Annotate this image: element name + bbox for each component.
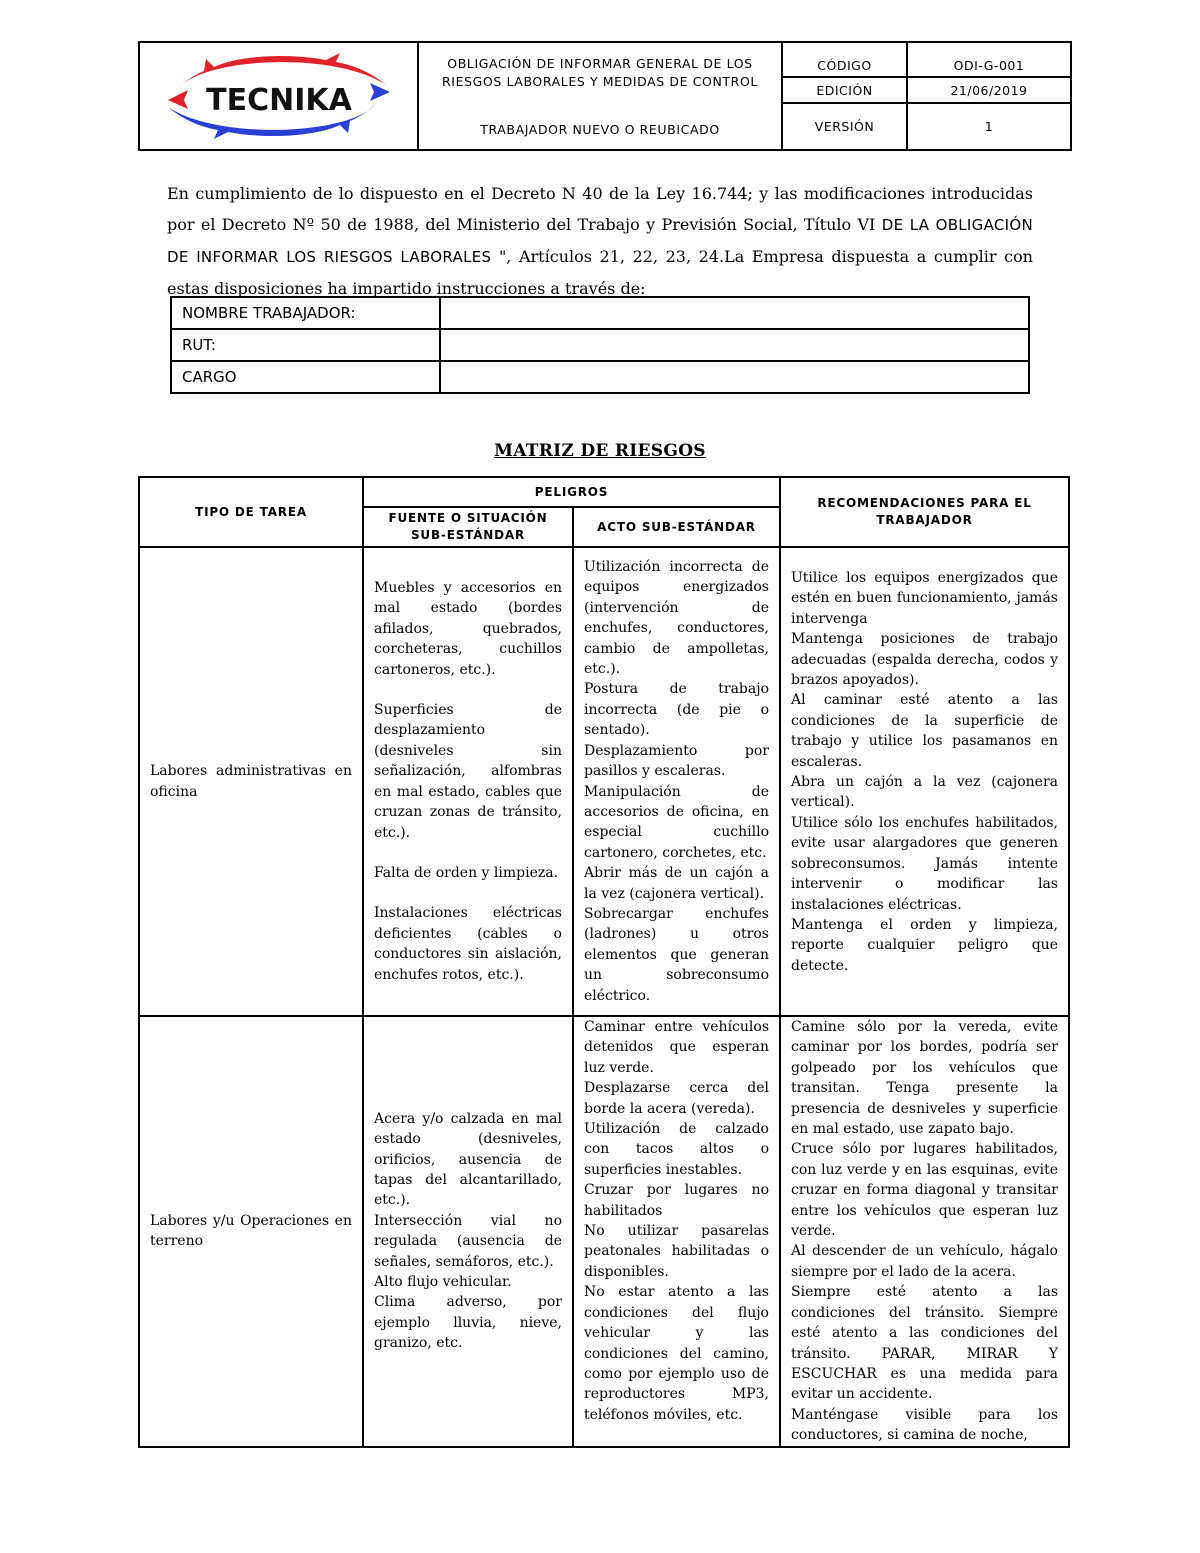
list-item: Sobrecargar enchufes (ladrones) u otros elementos que generan un sobreconsumo eléctrico. (584, 905, 769, 1004)
worker-name-row (171, 297, 1029, 329)
worker-rut-field[interactable] (440, 329, 1029, 361)
list-item: Instalaciones eléctricas deficientes (cables o conductores sin aislación, enchufes rotos, etc.). (374, 905, 562, 983)
table-row (139, 547, 1069, 1016)
risk-matrix-table (138, 476, 1070, 1448)
intro-part-1: En cumplimiento de lo dispuesto en el Decreto N 40 de la Ley 16.744; y las modificaciones introducidas por el Decreto Nº 50 de 1988, del Ministerio del Trabajo y Previsión Social, Título VI (167, 184, 1033, 234)
header-task-type: TIPO DE TAREA (139, 477, 363, 547)
document-meta (783, 43, 1070, 149)
document-title: OBLIGACIÓN DE INFORMAR GENERAL DE LOS RIESGOS LABORALES Y MEDIDAS DE CONTROL (442, 56, 758, 89)
list-item: Muebles y accesorios en mal estado (bordes afilados, quebrados, corcheteras, cuchillos cartoneros, etc.). (374, 580, 562, 678)
sources-cell (363, 547, 573, 1016)
worker-name-label: NOMBRE TRABAJADOR: (171, 297, 440, 329)
version-value: 1 (984, 119, 994, 134)
table-row (139, 1016, 1069, 1447)
intro-paragraph (167, 178, 1033, 304)
list-item: Intersección vial no regulada (ausencia de señales, semáforos, etc.). (374, 1212, 562, 1270)
task-cell: Labores administrativas en oficina (139, 547, 363, 1016)
recommendations-cell (780, 547, 1069, 1016)
list-item: Utilización incorrecta de equipos energizados (intervención de enchufes, conductores, cambio de ampolletas, etc.). (584, 559, 769, 678)
list-item: No estar atento a las condiciones del flujo vehicular y las condiciones del camino, como por ejemplo uso de reproductores MP3, teléfonos móviles, etc. (584, 1284, 769, 1423)
list-item: Manténgase visible para los conductores, si camina de noche, (791, 1406, 1058, 1444)
code-label: CÓDIGO (783, 43, 908, 78)
list-item: Falta de orden y limpieza. (374, 864, 559, 881)
list-item: Postura de trabajo incorrecta (de pie o sentado). (584, 681, 769, 739)
header-act: ACTO SUB-ESTÁNDAR (573, 507, 780, 547)
recommendations-cell (780, 1016, 1069, 1447)
worker-cargo-label: CARGO (171, 361, 440, 393)
list-item: Al caminar esté atento a las condiciones de la superficie de trabajo y utilice los pasamanos en escaleras. (791, 692, 1058, 770)
tecnika-logo-icon (140, 43, 415, 149)
worker-info-table (170, 296, 1030, 394)
edition-value: 21/06/2019 (908, 78, 1070, 104)
document-title-cell (419, 43, 783, 149)
worker-rut-row (171, 329, 1029, 361)
matrix-header-row (139, 477, 1069, 507)
worker-cargo-field[interactable] (440, 361, 1029, 393)
worker-name-field[interactable] (440, 297, 1029, 329)
list-item: Utilice sólo los enchufes habilitados, evite usar alargadores que generen sobreconsumos. Jamás intente intervenir o modificar las instalaciones eléctricas. (791, 814, 1058, 913)
list-item: Desplazarse cerca del borde la acera (vereda). (584, 1080, 769, 1117)
intro-part-2: DE LA OBLIGACIÓN DE INFORMAR LOS RIESGOS LABORALES (167, 216, 1034, 266)
worker-rut-label: RUT: (171, 329, 440, 361)
list-item: Caminar entre vehículos detenidos que esperan luz verde. (584, 1019, 769, 1076)
list-item: Mantenga posiciones de trabajo adecuadas (espalda derecha, codos y brazos apoyados). (791, 631, 1058, 689)
list-item: Siempre esté atento a las condiciones del tránsito. Siempre esté atento a las condiciones del tránsito. PARAR, MIRAR Y ESCUCHAR es una medida para evitar un accidente. (791, 1284, 1058, 1403)
sources-cell (363, 1016, 573, 1447)
list-item: Superficies de desplazamiento (desniveles sin señalización, alfombras en mal estado, cables que cruzan zonas de tránsito, etc.). (374, 702, 562, 841)
acts-cell (573, 1016, 780, 1447)
list-item: Manipulación de accesorios de oficina, en especial cuchillo cartonero, corchetes, etc. (584, 783, 769, 861)
list-item: Mantenga el orden y limpieza, reporte cualquier peligro que detecte. (791, 916, 1058, 974)
task-cell: Labores y/u Operaciones en terreno (139, 1016, 363, 1447)
document-subtitle: TRABAJADOR NUEVO O REUBICADO (480, 122, 720, 137)
list-item: Desplazamiento por pasillos y escaleras. (584, 742, 769, 780)
list-item: Cruce sólo por lugares habilitados, con luz verde y en las esquinas, evite cruzar en forma diagonal y transitar entre los vehículos que esperan luz verde. (791, 1141, 1058, 1240)
document-header (138, 41, 1072, 151)
list-item: Cruzar por lugares no habilitados (584, 1182, 769, 1219)
edition-label: EDICIÓN (783, 78, 908, 104)
svg-text:TECNIKA: TECNIKA (206, 83, 352, 118)
list-item: Utilice los equipos energizados que estén en buen funcionamiento, jamás intervenga (791, 570, 1058, 627)
list-item: Alto flujo vehicular. (374, 1274, 512, 1291)
list-item: Utilización de calzado con tacos altos o superficies inestables. (584, 1121, 769, 1178)
list-item: Camine sólo por la vereda, evite caminar por los bordes, podría ser golpeado por los vehículos que transitan. Tenga presente la presencia de desniveles y superficie en mal estado, use zapato bajo. (791, 1019, 1058, 1138)
header-dangers: PELIGROS (363, 477, 780, 507)
worker-cargo-row (171, 361, 1029, 393)
list-item: Clima adverso, por ejemplo lluvia, nieve, granizo, etc. (374, 1294, 562, 1352)
list-item: Al descender de un vehículo, hágalo siempre por el lado de la acera. (791, 1243, 1058, 1280)
matrix-title: MATRIZ DE RIESGOS (494, 441, 706, 461)
list-item: Abrir más de un cajón a la vez (cajonera vertical). (584, 865, 769, 902)
list-item: Acera y/o calzada en mal estado (desniveles, orificios, ausencia de tapas del alcantarillado, etc.). (374, 1110, 562, 1209)
list-item: No utilizar pasarelas peatonales habilitadas o disponibles. (584, 1223, 769, 1280)
version-label: VERSIÓN (783, 104, 908, 149)
header-source: FUENTE O SITUACIÓN SUB-ESTÁNDAR (363, 507, 573, 547)
list-item: Abra un cajón a la vez (cajonera vertical). (791, 774, 1058, 811)
code-value: ODI-G-001 (908, 43, 1070, 78)
acts-cell (573, 547, 780, 1016)
company-logo (140, 43, 419, 149)
intro-part-3: ", Artículos 21, 22, 23, 24.La Empresa dispuesta a cumplir con estas disposiciones ha impartido instrucciones a través de: (167, 247, 1033, 298)
header-recommendations: RECOMENDACIONES PARA EL TRABAJADOR (780, 477, 1069, 547)
